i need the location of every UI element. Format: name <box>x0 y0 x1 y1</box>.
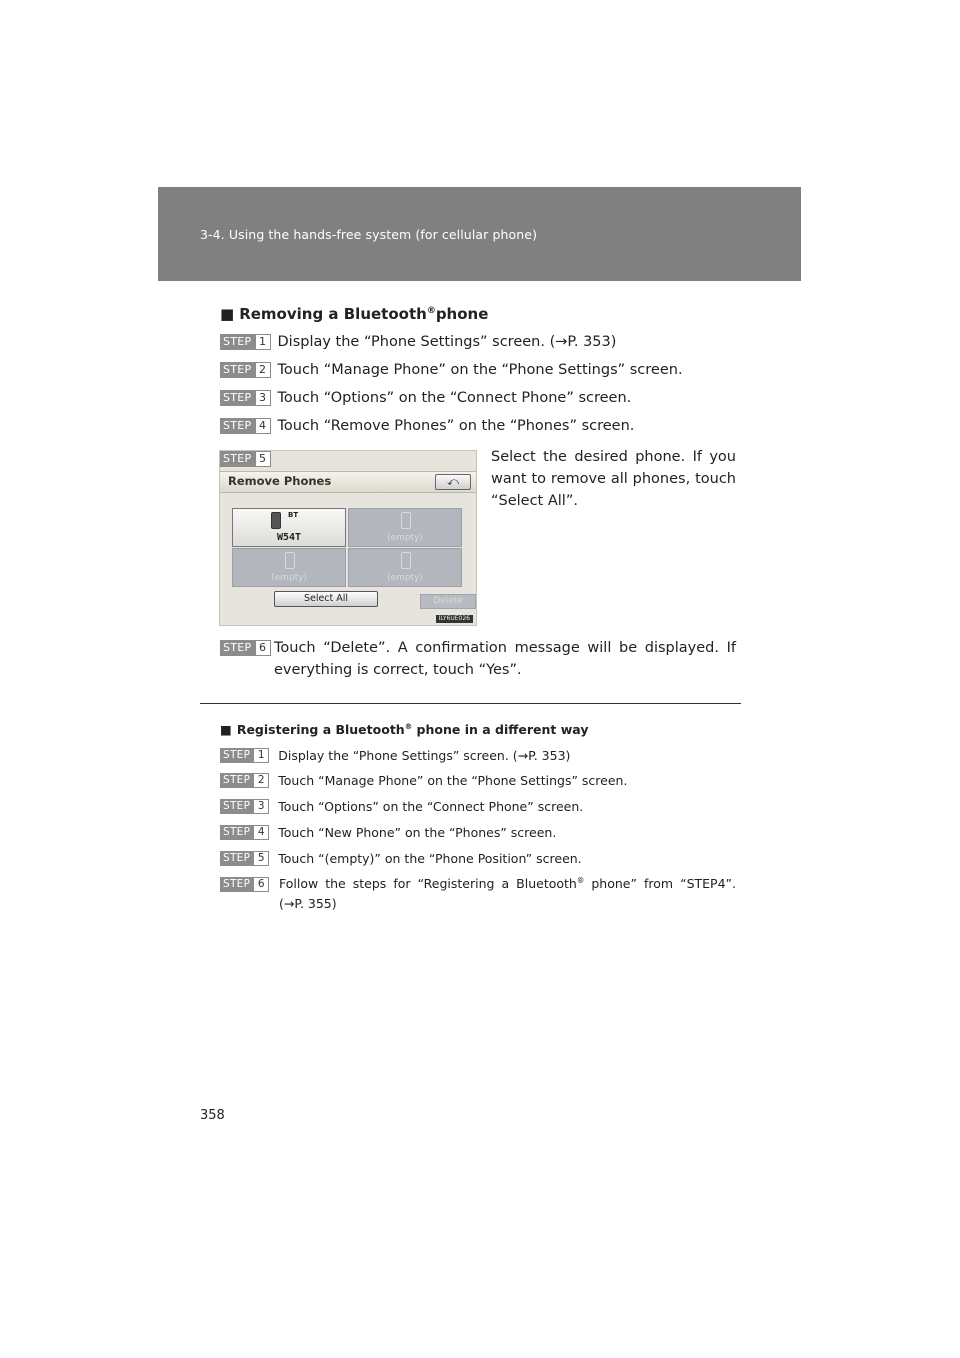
phone-slot-4[interactable]: (empty) <box>348 548 462 587</box>
delete-button[interactable]: Delete <box>420 594 476 609</box>
phone-icon <box>401 552 411 569</box>
screen-title-bar <box>220 471 476 493</box>
step-badge: STEP 5 <box>220 451 271 467</box>
back-button[interactable]: ⤺ <box>435 474 471 490</box>
phone-slot-3[interactable]: (empty) <box>232 548 346 587</box>
image-code: ILY6UE026 <box>436 615 473 623</box>
select-all-button[interactable]: Select All <box>274 591 378 607</box>
square-bullet-icon: ■ <box>220 722 232 737</box>
phone-slot-1[interactable]: BT W54T <box>232 508 346 547</box>
step2-3: STEP 3 Touch “Options” on the “Connect Phone” screen. <box>220 799 583 814</box>
step2-2: STEP 2 Touch “Manage Phone” on the “Phone Settings” screen. <box>220 773 627 788</box>
phone-icon <box>271 512 281 529</box>
phone-icon <box>401 512 411 529</box>
step-badge: STEP 1 <box>220 748 269 763</box>
section-header-bar <box>158 187 801 281</box>
step-badge: STEP 4 <box>220 418 271 434</box>
section-heading-remove: ■ Removing a Bluetooth®phone <box>220 305 489 323</box>
step2-1: STEP 1 Display the “Phone Settings” screen. (→P. 353) <box>220 748 570 763</box>
step-badge: STEP 2 <box>220 362 271 378</box>
page-number: 358 <box>200 1108 225 1123</box>
step-2: STEP 2 Touch “Manage Phone” on the “Phone Settings” screen. <box>220 362 683 378</box>
step2-4: STEP 4 Touch “New Phone” on the “Phones” screen. <box>220 825 556 840</box>
section-divider <box>200 703 741 704</box>
remove-phones-screen <box>219 450 477 626</box>
step2-5: STEP 5 Touch “(empty)” on the “Phone Position” screen. <box>220 851 582 866</box>
step-4: STEP 4 Touch “Remove Phones” on the “Phones” screen. <box>220 418 634 434</box>
step-badge: STEP 3 <box>220 799 269 814</box>
section-title: 3-4. Using the hands-free system (for cellular phone) <box>200 227 538 242</box>
step-3: STEP 3 Touch “Options” on the “Connect Phone” screen. <box>220 390 631 406</box>
step-badge: STEP 3 <box>220 390 271 406</box>
phone-slot-2[interactable]: (empty) <box>348 508 462 547</box>
step-badge: STEP 6 <box>220 877 269 892</box>
screen-title: Remove Phones <box>228 474 332 488</box>
step-5 <box>220 451 271 467</box>
square-bullet-icon: ■ <box>220 305 235 323</box>
bluetooth-badge: BT <box>288 511 299 519</box>
step-6 <box>220 640 271 656</box>
step-badge: STEP 1 <box>220 334 271 350</box>
step-5-text: Select the desired phone. If you want to remove all phones, touch “Select All”. <box>491 449 736 509</box>
step-1: STEP 1 Display the “Phone Settings” screen. (→P. 353) <box>220 334 616 350</box>
section-heading-register: ■ Registering a Bluetooth® phone in a different way <box>220 721 589 737</box>
step-badge: STEP 4 <box>220 825 269 840</box>
step2-6-text: Follow the steps for “Registering a Bluetooth® phone” from “STEP4”. (→P. 355) <box>279 875 736 911</box>
step-badge: STEP 5 <box>220 851 269 866</box>
step-badge: STEP 6 <box>220 640 271 656</box>
step-6-text: Touch “Delete”. A confirmation message will be displayed. If everything is correct, touch “Yes”. <box>274 640 736 678</box>
phone-icon <box>285 552 295 569</box>
step-badge: STEP 2 <box>220 773 269 788</box>
step2-6 <box>220 877 269 892</box>
